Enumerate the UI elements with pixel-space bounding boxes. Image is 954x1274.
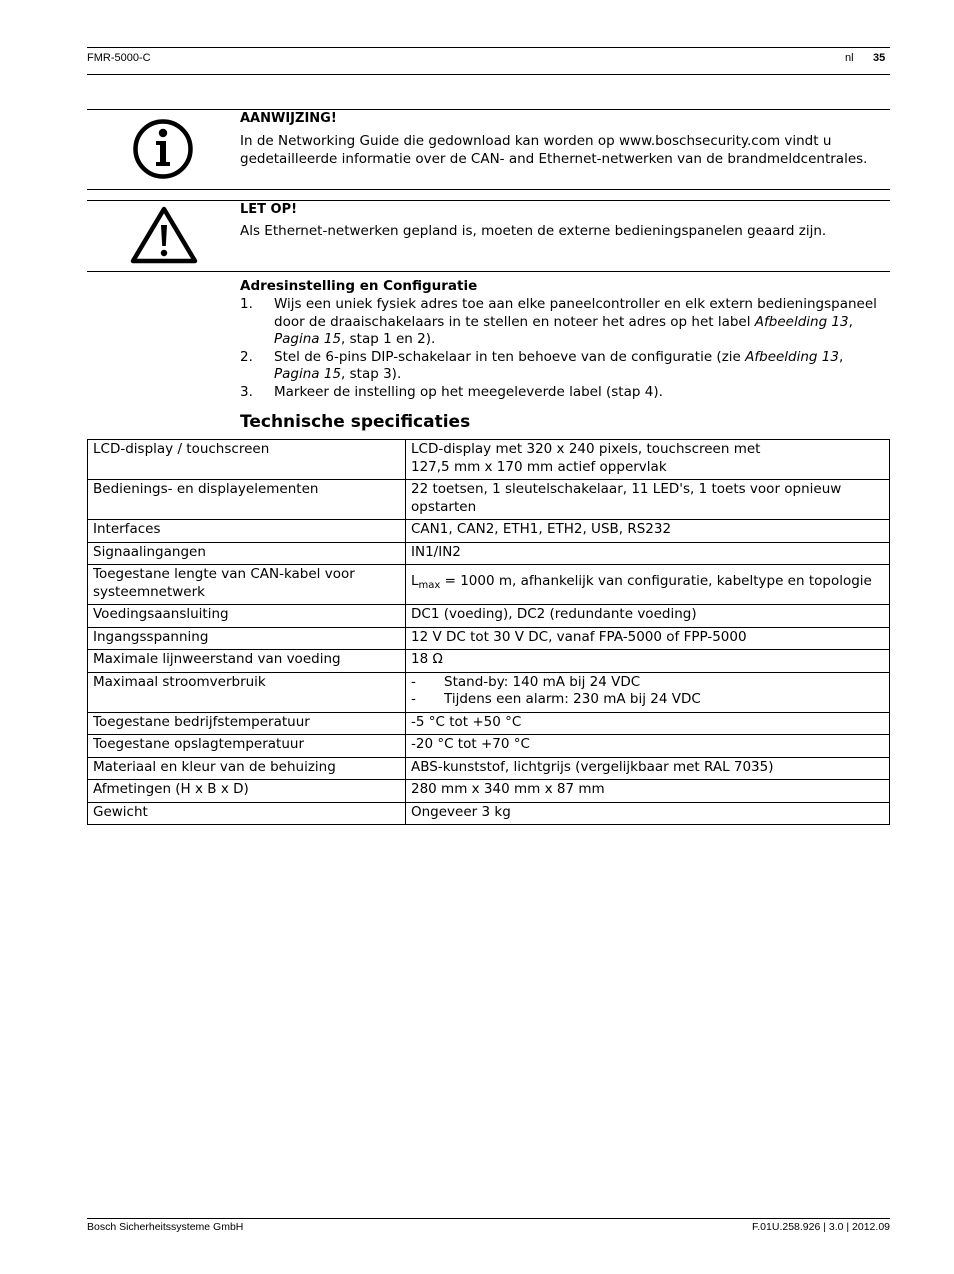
value-text: = 1000 m, afhankelijk van configuratie, kabeltype en topologie	[440, 572, 872, 589]
spec-value: 280 mm x 340 mm x 87 mm	[406, 780, 890, 803]
step-separator: ,	[848, 313, 853, 330]
step-text: Markeer de instelling op het meegeleverde label (stap 4).	[274, 383, 663, 400]
table-row	[88, 542, 890, 565]
footer-rule	[87, 1218, 890, 1219]
spec-value-item: Tijdens een alarm: 230 mA bij 24 VDC	[444, 691, 701, 707]
spec-value: -5 °C tot +50 °C	[406, 712, 890, 735]
spec-label	[88, 565, 406, 605]
table-row	[88, 627, 890, 650]
step-separator: ,	[838, 348, 844, 365]
spec-label: Toegestane bedrijfstemperatuur	[88, 712, 406, 735]
spec-label: Materiaal en kleur van de behuizing	[88, 757, 406, 780]
procedure-step	[240, 384, 890, 402]
table-row	[88, 802, 890, 825]
table-row	[88, 650, 890, 673]
caution-rule-top	[87, 200, 890, 201]
spec-value: -20 °C tot +70 °C	[406, 735, 890, 758]
spec-value: ABS-kunststof, lichtgrijs (vergelijkbaar met RAL 7035)	[406, 757, 890, 780]
figure-reference: Afbeelding 13	[754, 313, 849, 330]
step-number: 2.	[240, 348, 253, 365]
caution-rule-bottom	[87, 271, 890, 272]
step-text: Wijs een uniek fysiek adres toe aan elke paneelcontroller en elk extern bedieningspaneel door de draaischakelaars in te stellen en noteer het adres op het label	[274, 296, 877, 330]
footer-doc-ref: F.01U.258.926 | 3.0 | 2012.09	[752, 1221, 890, 1233]
spec-label: Voedingsaansluiting	[88, 605, 406, 628]
spec-value-line: LCD-display met 320 x 240 pixels, touchscreen met	[411, 441, 761, 457]
table-row	[88, 735, 890, 758]
value-subscript: max	[418, 579, 441, 591]
spec-label-line: Toegestane lengte van CAN-kabel voor	[93, 566, 355, 582]
step-text-end: , stap 3).	[341, 366, 402, 383]
step-number: 1.	[240, 296, 253, 312]
table-row	[88, 565, 890, 605]
figure-reference: Afbeelding 13	[745, 348, 839, 365]
table-row	[88, 605, 890, 628]
section-title: Technische specificaties	[240, 412, 471, 432]
page-reference: Pagina 15	[274, 331, 342, 348]
spec-table	[87, 439, 890, 825]
notice-title: AANWIJZING!	[240, 111, 337, 126]
table-row	[88, 757, 890, 780]
bullet-dash: -	[411, 673, 416, 690]
spec-label: Interfaces	[88, 520, 406, 543]
spec-label: Afmetingen (H x B x D)	[88, 780, 406, 803]
spec-value: IN1/IN2	[406, 542, 890, 565]
header-language: nl	[845, 52, 854, 64]
spec-label: Ingangsspanning	[88, 627, 406, 650]
table-row	[88, 520, 890, 543]
spec-label: Signaalingangen	[88, 542, 406, 565]
step-text: Stel de 6-pins DIP-schakelaar in ten behoeve van de configuratie (zie	[274, 348, 746, 365]
value-symbol: L	[411, 572, 419, 589]
spec-label: Maximaal stroomverbruik	[88, 672, 406, 712]
spec-value: DC1 (voeding), DC2 (redundante voeding)	[406, 605, 890, 628]
spec-label-line: systeemnetwerk	[93, 583, 205, 600]
table-row	[88, 672, 890, 712]
spec-value: CAN1, CAN2, ETH1, ETH2, USB, RS232	[406, 520, 890, 543]
spec-value: Ongeveer 3 kg	[406, 802, 890, 825]
spec-value	[406, 440, 890, 480]
table-row	[88, 480, 890, 520]
spec-value	[406, 565, 890, 605]
procedure-step	[240, 296, 890, 349]
notice-rule-top	[87, 109, 890, 110]
page-reference: Pagina 15	[274, 366, 342, 383]
procedure-title: Adresinstelling en Configuratie	[240, 278, 478, 294]
spec-value: 12 V DC tot 30 V DC, vanaf FPA-5000 of FPP-5000	[406, 627, 890, 650]
notice-text: In de Networking Guide die gedownload kan worden op www.boschsecurity.com vindt u gedetailleerde informatie over de CAN- and Ethernet-netwerken van de brandmeldcentrales.	[240, 133, 868, 167]
spec-label: LCD-display / touchscreen	[88, 440, 406, 480]
header-rule-top	[87, 47, 890, 48]
table-row	[88, 780, 890, 803]
caution-text: Als Ethernet-netwerken gepland is, moeten de externe bedieningspanelen geaard zijn.	[240, 223, 827, 239]
spec-label: Toegestane opslagtemperatuur	[88, 735, 406, 758]
spec-label: Maximale lijnweerstand van voeding	[88, 650, 406, 673]
header-page-number: 35	[873, 52, 886, 64]
caution-title: LET OP!	[240, 202, 298, 217]
spec-label: Bedienings- en displayelementen	[88, 480, 406, 520]
table-row	[88, 440, 890, 480]
notice-rule-bottom	[87, 189, 890, 190]
spec-value-item: Stand-by: 140 mA bij 24 VDC	[444, 673, 641, 690]
procedure-steps	[240, 296, 890, 402]
step-text-end: , stap 1 en 2).	[341, 331, 436, 348]
spec-label: Gewicht	[88, 802, 406, 825]
info-icon	[131, 118, 195, 180]
warning-icon	[129, 204, 199, 266]
spec-value: 22 toetsen, 1 sleutelschakelaar, 11 LED's, 1 toets voor opnieuw opstarten	[406, 480, 890, 520]
bullet-dash: -	[411, 691, 416, 707]
header-product: FMR-5000-C	[87, 52, 151, 64]
spec-value: 18 Ω	[406, 650, 890, 673]
step-number: 3.	[240, 383, 253, 400]
spec-value-line: 127,5 mm x 170 mm actief oppervlak	[411, 458, 667, 475]
footer-company: Bosch Sicherheitssysteme GmbH	[87, 1221, 244, 1233]
procedure-step	[240, 349, 890, 384]
spec-value	[406, 672, 890, 712]
table-row	[88, 712, 890, 735]
header-rule-bottom	[87, 74, 890, 75]
